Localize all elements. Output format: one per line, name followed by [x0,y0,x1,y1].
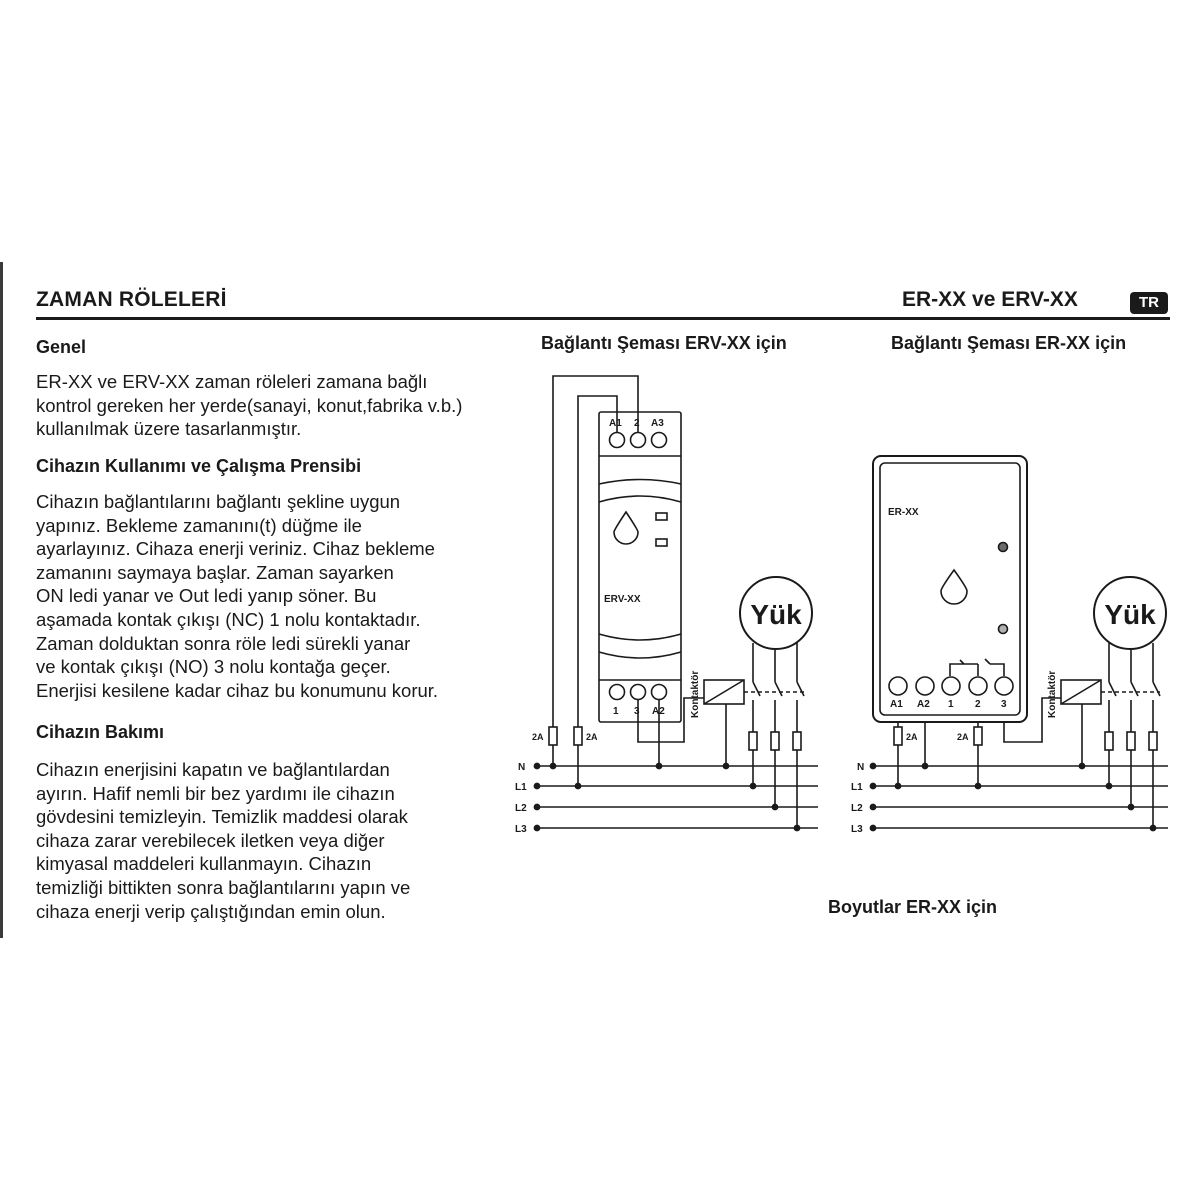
er-terminal-a1-label: A1 [890,699,903,710]
erv-load [740,577,812,650]
erv-line-l3-label: L3 [515,824,527,835]
dimensions-caption: Boyutlar ER-XX için [828,897,998,917]
erv-device-label: ERV-XX [604,594,641,605]
erv-device [599,412,681,722]
er-contactor [1047,650,1160,831]
erv-terminal-a1-label: A1 [609,418,622,429]
maintenance-text: Cihazın enerjisini kapatın ve bağlantılardan ayırın. Hafif nemli bir bez yardımı ile cihazın gövdesini temizleyin. Temizlik maddesi olarak cihaza zarar verebilecek iletken veya diğer kimyasal maddeleri kullanmayın. Cihazın temizliği bittikten sonra bağlantılarını yapın ve cihaza enerji verip çalıştığından emin olun. [36,759,411,922]
erv-fuse-l1 [574,727,582,745]
er-line-l3-label: L3 [851,824,863,835]
er-line-l1-label: L1 [851,782,863,793]
er-terminal-2-label: 2 [975,699,981,710]
er-fuse-label-2: 2A [957,732,969,742]
erv-fuse-n [549,727,557,745]
erv-line-l1-label: L1 [515,782,527,793]
erv-adjust-knob [614,512,638,544]
usage-text: Cihazın bağlantılarını bağlantı şekline uygun yapınız. Bekleme zamanını(t) düğme ile ayarlayınız. Cihaza enerji veriniz. Cihaz bekleme zamanını saymaya başlar. Zaman sayarken ON ledi yanar ve Out ledi yanıp söner. Bu aşamada kontak çıkışı (NC) 1 nolu kontaktadır. Zaman dolduktan sonra röle ledi sürekli yanar ve kontak çıkışı (NO) 3 nolu kontağa geçer. Enerjisi kesilene kadar cihaz bu konumunu korur. [36,491,439,701]
model-title: ER-XX ve ERV-XX [902,288,1078,311]
erv-wiring-diagram [515,376,818,835]
er-load [1094,577,1166,650]
er-fuse-a1 [894,727,902,745]
er-terminal-3-label: 3 [1001,699,1007,710]
er-diagram-caption: Bağlantı Şeması ER-XX için [891,333,1127,353]
erv-load-label: Yük [750,599,802,630]
erv-diagram-caption: Bağlantı Şeması ERV-XX için [541,333,787,353]
er-wiring-diagram [851,456,1168,835]
language-badge: TR [1130,292,1168,314]
er-terminal-a2-label: A2 [917,699,930,710]
er-line-l2-label: L2 [851,803,863,814]
erv-terminal-3-label: 3 [634,706,640,717]
erv-line-l2-label: L2 [515,803,527,814]
er-fuse-2 [974,727,982,745]
er-terminal-1-label: 1 [948,699,954,710]
erv-line-n-label: N [518,762,526,773]
erv-fuse-label-2: 2A [586,732,598,742]
general-text: ER-XX ve ERV-XX zaman röleleri zamana bağlı kontrol gereken her yerde(sanayi, konut,fabrika v.b.) kullanılmak üzere tasarlanmıştır. [36,371,463,440]
erv-terminal-2-label: 2 [634,418,640,429]
maintenance-heading: Cihazın Bakımı [36,722,165,742]
erv-supply-lines [515,762,818,835]
er-device [873,456,1027,722]
general-heading: Genel [36,337,87,357]
erv-terminal-1-label: 1 [613,706,619,717]
er-device-label: ER-XX [888,507,919,518]
er-fuse-label-1: 2A [906,732,918,742]
er-adjust-knob [941,570,967,604]
erv-terminal-a2-label: A2 [652,706,665,717]
erv-terminal-a3-label: A3 [651,418,664,429]
erv-contactor [690,650,806,831]
erv-contactor-label: Kontaktör [690,670,701,718]
erv-fuse-label-1: 2A [532,732,544,742]
page-title: ZAMAN RÖLELERİ [36,288,227,311]
usage-heading: Cihazın Kullanımı ve Çalışma Prensibi [36,456,362,476]
er-load-label: Yük [1104,599,1156,630]
er-contactor-label: Kontaktör [1047,670,1058,718]
er-line-n-label: N [857,762,865,773]
